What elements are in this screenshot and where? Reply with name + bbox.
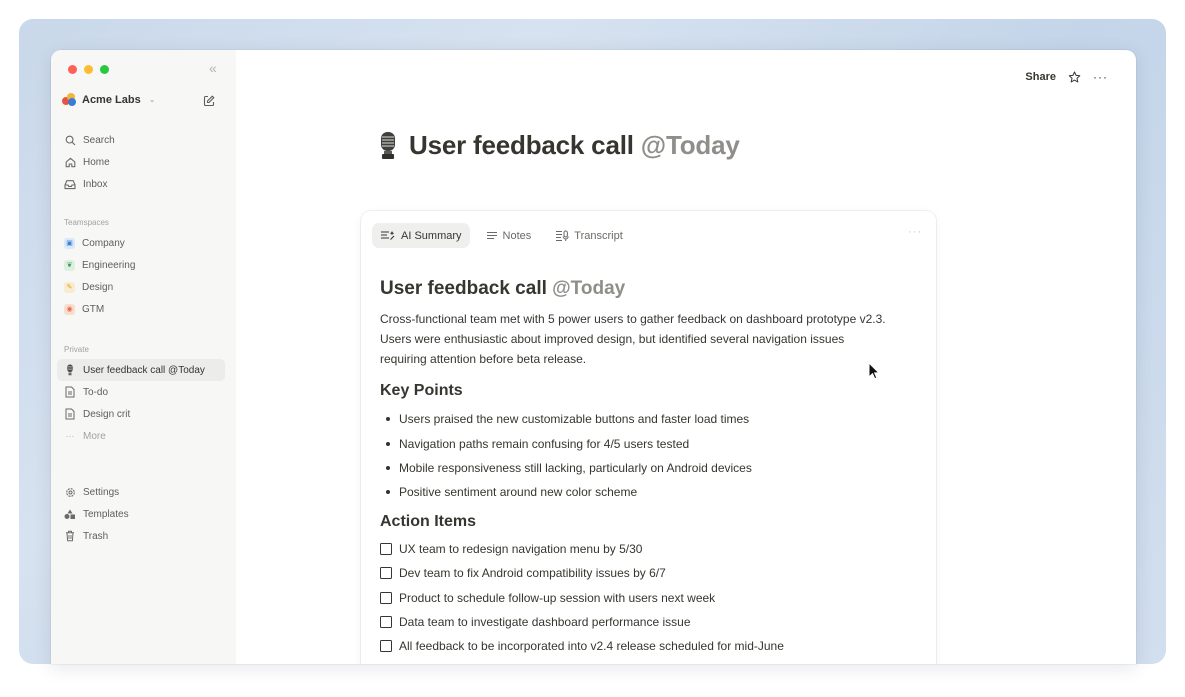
todo-text: UX team to redesign navigation menu by 5/30 — [399, 541, 643, 556]
tab-ai-summary[interactable] — [372, 223, 470, 248]
action-items-list — [380, 537, 890, 659]
todo-item — [380, 610, 890, 634]
sidebar-item-engineering[interactable] — [51, 254, 227, 276]
star-icon[interactable] — [1068, 71, 1081, 84]
sidebar-item-design-crit[interactable] — [51, 403, 227, 425]
bullet-icon — [386, 466, 390, 470]
shapes-icon — [64, 508, 76, 520]
notes-icon — [486, 231, 498, 241]
sidebar-item-search[interactable] — [51, 129, 227, 151]
todo-item — [380, 537, 890, 561]
topbar-actions — [1025, 70, 1108, 84]
sidebar-item-more[interactable] — [51, 425, 227, 447]
ai-summary-content — [380, 278, 890, 659]
bullet-icon — [386, 417, 390, 421]
transcript-icon — [555, 230, 569, 242]
workspace-switcher[interactable] — [62, 93, 155, 106]
workspace-name: Acme Labs — [82, 93, 141, 106]
maximize-window-button[interactable] — [100, 65, 109, 74]
todo-text: Dev team to fix Android compatibility issues by 6/7 — [399, 566, 666, 581]
minimize-window-button[interactable] — [84, 65, 93, 74]
close-window-button[interactable] — [68, 65, 77, 74]
list-item — [380, 456, 890, 480]
tab-label: Notes — [502, 229, 532, 242]
sidebar-item-settings[interactable] — [51, 481, 227, 503]
main-nav — [51, 129, 236, 195]
sidebar-item-label: Trash — [83, 530, 109, 542]
share-button[interactable]: Share — [1025, 71, 1056, 83]
inbox-icon — [64, 178, 76, 190]
page-title — [409, 130, 740, 161]
sidebar-item-label: Company — [82, 237, 125, 249]
sidebar-item-label: Design crit — [83, 408, 131, 420]
sidebar-item-label: Engineering — [82, 259, 136, 271]
key-points-heading: Key Points — [380, 382, 463, 399]
tab-notes[interactable] — [478, 223, 540, 248]
todo-text: Data team to investigate dashboard performance issue — [399, 614, 691, 629]
sidebar-item-company[interactable] — [51, 232, 227, 254]
private-label: Private — [64, 345, 89, 354]
sidebar-item-label: Home — [83, 156, 110, 168]
chevron-down-icon: ⌄ — [148, 95, 156, 104]
sidebar-item-label: Inbox — [83, 178, 108, 190]
action-items-heading: Action Items — [380, 512, 477, 530]
tab-label: Transcript — [574, 229, 623, 242]
list-item-text: Navigation paths remain confusing for 4/5 users tested — [399, 436, 690, 451]
bottom-nav — [51, 481, 236, 547]
list-item-text: Mobile responsiveness still lacking, particularly on Android devices — [399, 460, 752, 475]
block-options-icon[interactable]: ··· — [908, 226, 922, 238]
sidebar-item-label: GTM — [82, 303, 105, 315]
meeting-notes-block — [361, 211, 936, 664]
todo-text: Product to schedule follow-up session with users next week — [399, 590, 716, 605]
todo-checkbox[interactable] — [380, 592, 392, 604]
sidebar-item-templates[interactable] — [51, 503, 227, 525]
workspace-logo-icon — [62, 93, 76, 106]
ai-summary-icon — [380, 230, 396, 241]
app-window — [51, 50, 1136, 664]
sidebar-item-trash[interactable] — [51, 525, 227, 547]
window-controls — [68, 65, 109, 74]
page-icon — [64, 386, 76, 398]
page-title-row — [377, 130, 740, 161]
list-item — [380, 431, 890, 455]
sidebar-item-label: To-do — [83, 386, 109, 398]
microphone-icon — [377, 131, 399, 161]
summary-heading — [380, 278, 890, 300]
date-mention[interactable]: @Today — [552, 278, 626, 299]
page-icon — [64, 408, 76, 420]
sidebar-item-to-do[interactable] — [51, 381, 227, 403]
page-title-text: User feedback call — [409, 130, 634, 160]
brush-icon: ✎ — [64, 282, 75, 293]
sidebar-item-inbox[interactable] — [51, 173, 227, 195]
building-icon: ▣ — [64, 238, 75, 249]
list-item — [380, 407, 890, 431]
microphone-icon — [64, 364, 76, 376]
summary-paragraph: Cross-functional team met with 5 power users to gather feedback on dashboard prototype v2.3. Users were enthusiastic about improved design, but identified several navigation issues requiring attention before beta release. — [380, 312, 886, 366]
sidebar-item-gtm[interactable] — [51, 298, 227, 320]
teamspaces-section — [51, 218, 236, 320]
key-points-list — [380, 407, 890, 505]
bullet-icon — [386, 442, 390, 446]
teamspaces-label: Teamspaces — [64, 218, 109, 227]
more-options-icon[interactable]: ··· — [1093, 70, 1108, 84]
sidebar-item-label: More — [83, 430, 106, 442]
ellipsis-icon: ··· — [65, 431, 75, 441]
sidebar-item-label: Design — [82, 281, 114, 293]
summary-heading-text: User feedback call — [380, 278, 547, 299]
todo-checkbox[interactable] — [380, 640, 392, 652]
new-page-icon[interactable] — [203, 95, 215, 107]
bullet-icon — [386, 490, 390, 494]
tab-transcript[interactable] — [547, 223, 631, 248]
gear-icon — [64, 486, 76, 498]
rocket-icon: ◉ — [64, 304, 75, 315]
sidebar-item-home[interactable] — [51, 151, 227, 173]
home-icon — [64, 156, 76, 168]
mouse-cursor-icon — [868, 362, 880, 380]
search-icon — [64, 134, 76, 146]
plant-icon: ❦ — [64, 260, 75, 271]
meeting-tabs — [372, 223, 631, 248]
sidebar-item-user-feedback-call[interactable] — [57, 359, 225, 381]
tab-label: AI Summary — [401, 229, 462, 242]
list-item-text: Positive sentiment around new color scheme — [399, 485, 638, 500]
sidebar-item-label: Settings — [83, 486, 120, 498]
date-mention[interactable]: @Today — [640, 130, 740, 160]
sidebar-item-design[interactable] — [51, 276, 227, 298]
sidebar-item-label: Search — [83, 134, 115, 146]
todo-item — [380, 634, 890, 658]
collapse-sidebar-icon[interactable]: « — [209, 60, 217, 76]
todo-checkbox[interactable] — [380, 543, 392, 555]
private-section — [51, 345, 236, 447]
trash-icon — [64, 530, 76, 542]
list-item-text: Users praised the new customizable buttons and faster load times — [399, 412, 750, 427]
todo-item — [380, 585, 890, 609]
todo-item — [380, 561, 890, 585]
todo-checkbox[interactable] — [380, 616, 392, 628]
sidebar — [51, 50, 236, 664]
todo-checkbox[interactable] — [380, 567, 392, 579]
sidebar-item-label: Templates — [83, 508, 129, 520]
sidebar-item-label: User feedback call @Today — [83, 364, 205, 376]
todo-text: All feedback to be incorporated into v2.4 release scheduled for mid-June — [399, 639, 784, 654]
list-item — [380, 480, 890, 504]
